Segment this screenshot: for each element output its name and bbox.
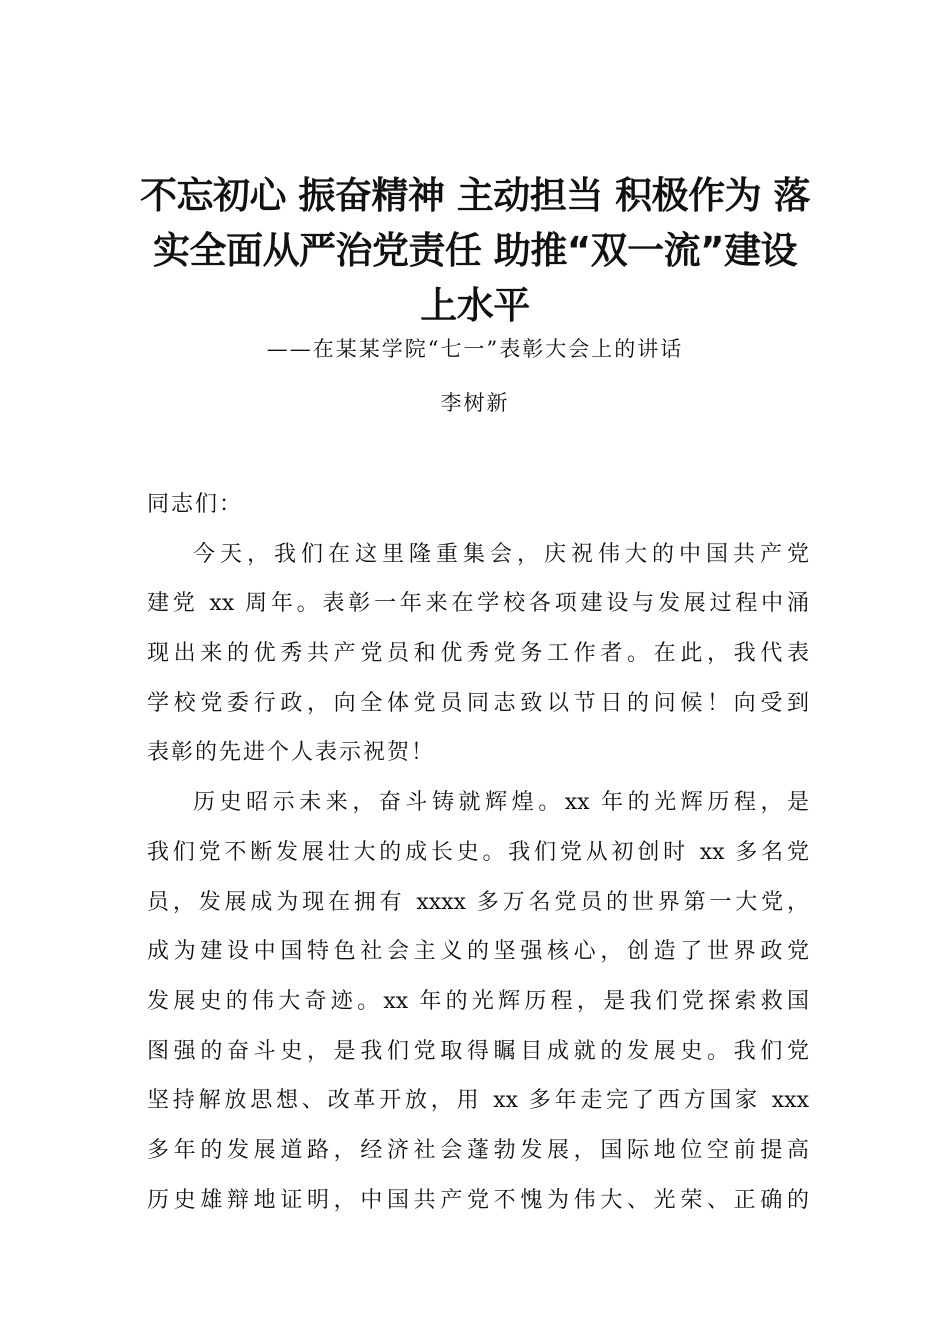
paragraph-line: 建党 xx 周年。表彰一年来在学校各项建设与发展过程中涌 <box>147 591 809 617</box>
author-name: 李树新 <box>440 391 510 415</box>
paragraph-line: 我们党不断发展壮大的成长史。我们党从初创时 xx 多名党 <box>147 839 809 865</box>
document-body <box>147 480 809 1225</box>
paragraph-line: 图强的奋斗史，是我们党取得瞩目成就的发展史。我们党 <box>147 1038 809 1064</box>
paragraph-line: 多年的发展道路，经济社会蓬勃发展，国际地位空前提高 <box>147 1137 809 1163</box>
title-line-1: 不忘初心 振奋精神 主动担当 积极作为 落 <box>140 174 811 217</box>
paragraph-line: 今天，我们在这里隆重集会，庆祝伟大的中国共产党 <box>193 541 809 567</box>
paragraph-line: 现出来的优秀共产党员和优秀党务工作者。在此，我代表 <box>147 641 809 667</box>
paragraph-line: 成为建设中国特色社会主义的坚强核心，创造了世界政党 <box>147 939 809 965</box>
paragraph-line: 学校党委行政，向全体党员同志致以节日的问候！向受到 <box>147 690 809 716</box>
title-line-2: 实全面从严治党责任 助推“双一流”建设 <box>152 229 797 272</box>
paragraph-line: 历史雄辩地证明，中国共产党不愧为伟大、光荣、正确的 <box>147 1187 809 1213</box>
paragraph-line: 表彰的先进个人表示祝贺！ <box>147 740 436 766</box>
document-title <box>140 168 810 333</box>
paragraph-1 <box>147 530 809 778</box>
paragraph-2 <box>147 778 809 1225</box>
paragraph-line: 员，发展成为现在拥有 xxxx 多万名党员的世界第一大党， <box>147 889 809 915</box>
paragraph-line: 历史昭示未来，奋斗铸就辉煌。xx 年的光辉历程，是 <box>193 790 809 816</box>
paragraph-line: 发展史的伟大奇迹。xx 年的光辉历程，是我们党探索救国 <box>147 988 809 1014</box>
paragraph-line: 坚持解放思想、改革开放，用 xx 多年走完了西方国家 xxx <box>147 1088 809 1114</box>
document-subtitle: ——在某某学院“七一”表彰大会上的讲话 <box>266 337 684 361</box>
title-line-3: 上水平 <box>420 284 530 327</box>
salutation: 同志们： <box>147 492 244 517</box>
